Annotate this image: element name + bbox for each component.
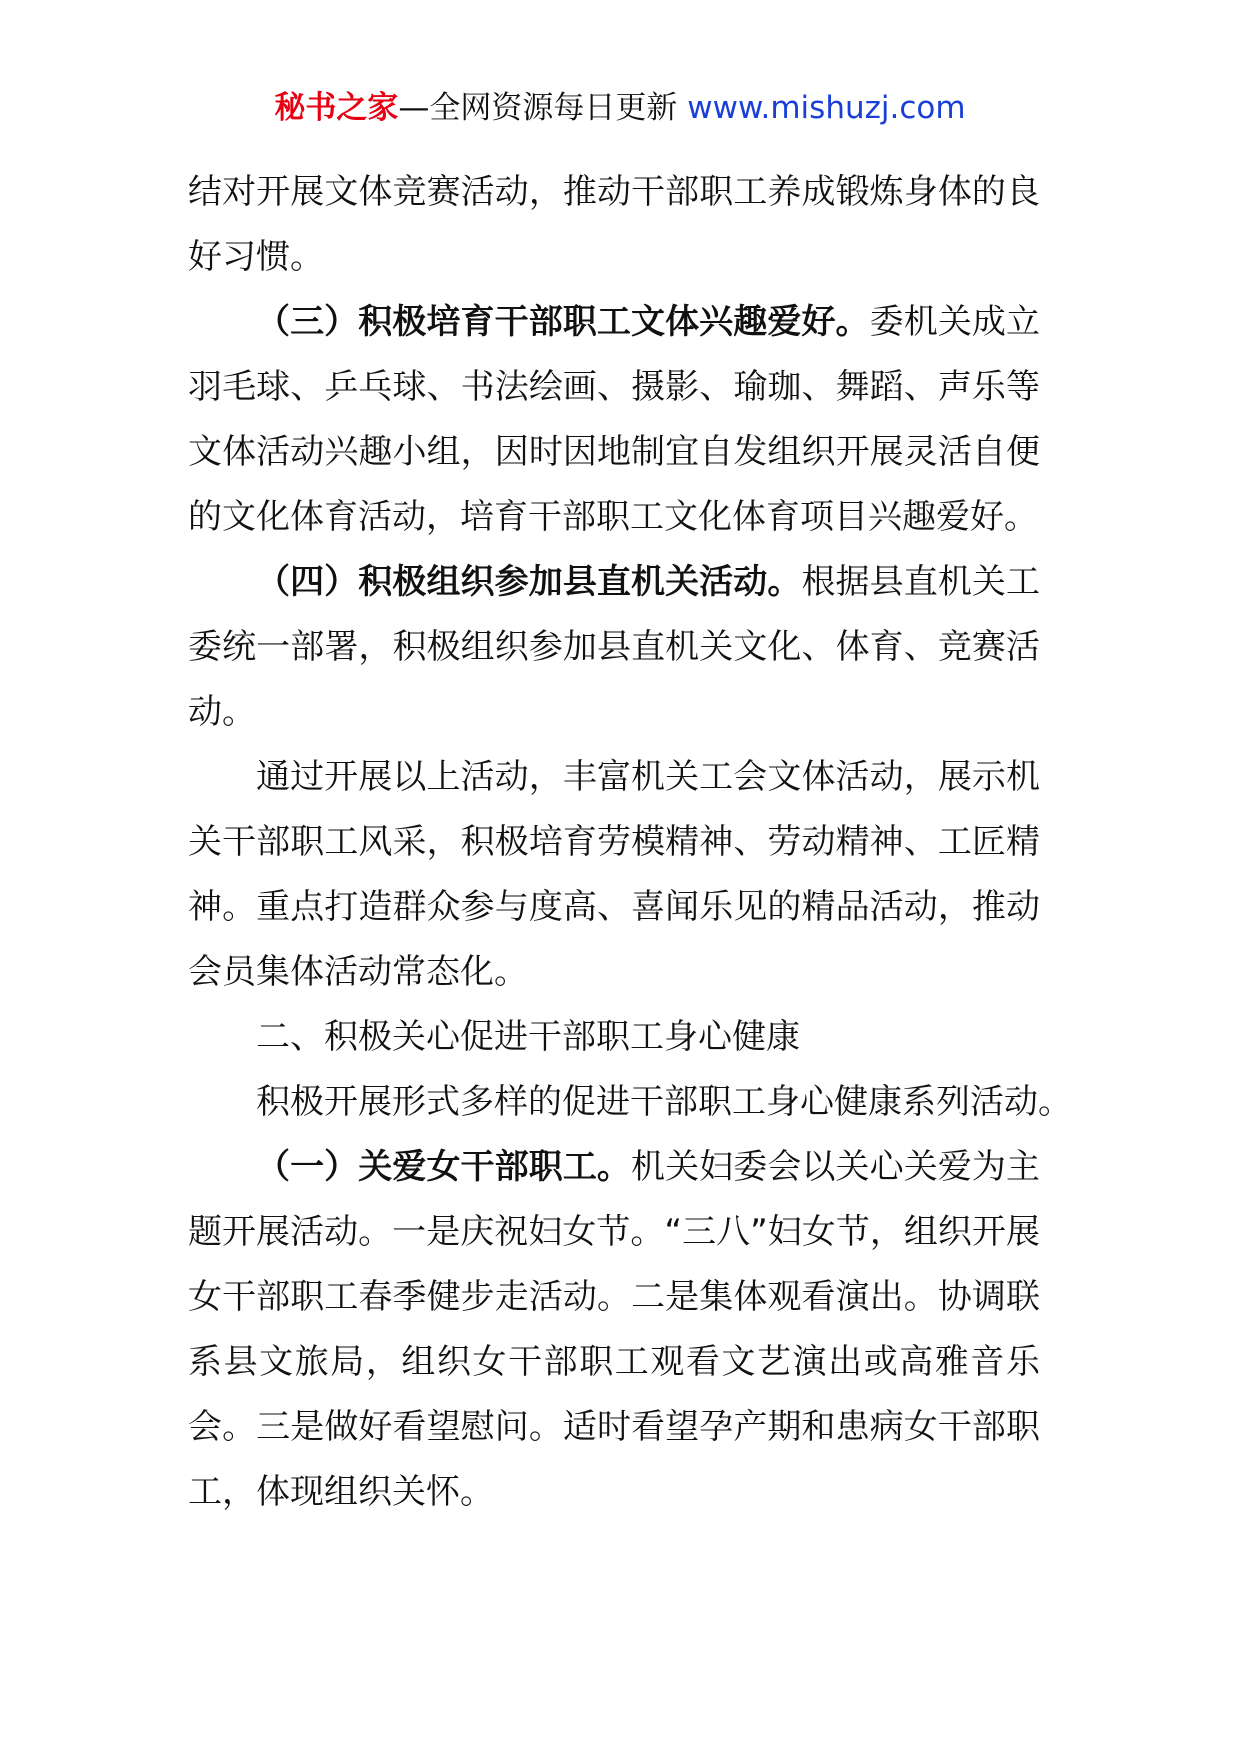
paragraph-intro: 积极开展形式多样的促进干部职工身心健康系列活动。 <box>256 1082 1072 1122</box>
section-body-4: 根据县直机关工委统一部署，积极组织参加县直机关文化、体育、竞赛活动。 <box>188 562 1040 732</box>
section-body-1: 机关妇委会以关心关爱为主题开展活动。一是庆祝妇女节。“三八”妇女节，组织开展女干部职工春季健步走活动。二是集体观看演出。协调联系县文旅局，组织女干部职工观看文艺演出或高雅音乐会。三是做好看望慰问。适时看望孕产期和患病女干部职工，体现组织关怀。 <box>188 1147 1040 1512</box>
section-body-3: 委机关成立羽毛球、乒乓球、书法绘画、摄影、瑜珈、舞蹈、声乐等文体活动兴趣小组，因时因地制宜自发组织开展灵活自便的文化体育活动，培育干部职工文化体育项目兴趣爱好。 <box>188 302 1041 537</box>
paragraph-section-4 <box>188 550 1040 745</box>
brand-name: 秘书之家 <box>274 90 399 126</box>
section-heading-3: （三）积极培育干部职工文体兴趣爱好。 <box>256 302 870 342</box>
paragraph-section-3 <box>188 290 1040 550</box>
page-header <box>0 86 1240 130</box>
header-url[interactable]: www.mishuzj.com <box>687 90 966 126</box>
chapter-heading-2: 二、积极关心促进干部职工身心健康 <box>256 1017 800 1057</box>
paragraph-section-1 <box>188 1135 1040 1525</box>
document-body <box>188 160 1072 1525</box>
paragraph-continuation: 结对开展文体竞赛活动，推动干部职工养成锻炼身体的良好习惯。 <box>188 172 1040 277</box>
section-heading-4: （四）积极组织参加县直机关活动。 <box>256 562 802 602</box>
header-slogan: —全网资源每日更新 <box>398 90 688 126</box>
paragraph-summary: 通过开展以上活动，丰富机关工会文体活动，展示机关干部职工风采，积极培育劳模精神、劳动精神、工匠精神。重点打造群众参与度高、喜闻乐见的精品活动，推动会员集体活动常态化。 <box>188 757 1040 992</box>
section-heading-1: （一）关爱女干部职工。 <box>256 1147 631 1187</box>
